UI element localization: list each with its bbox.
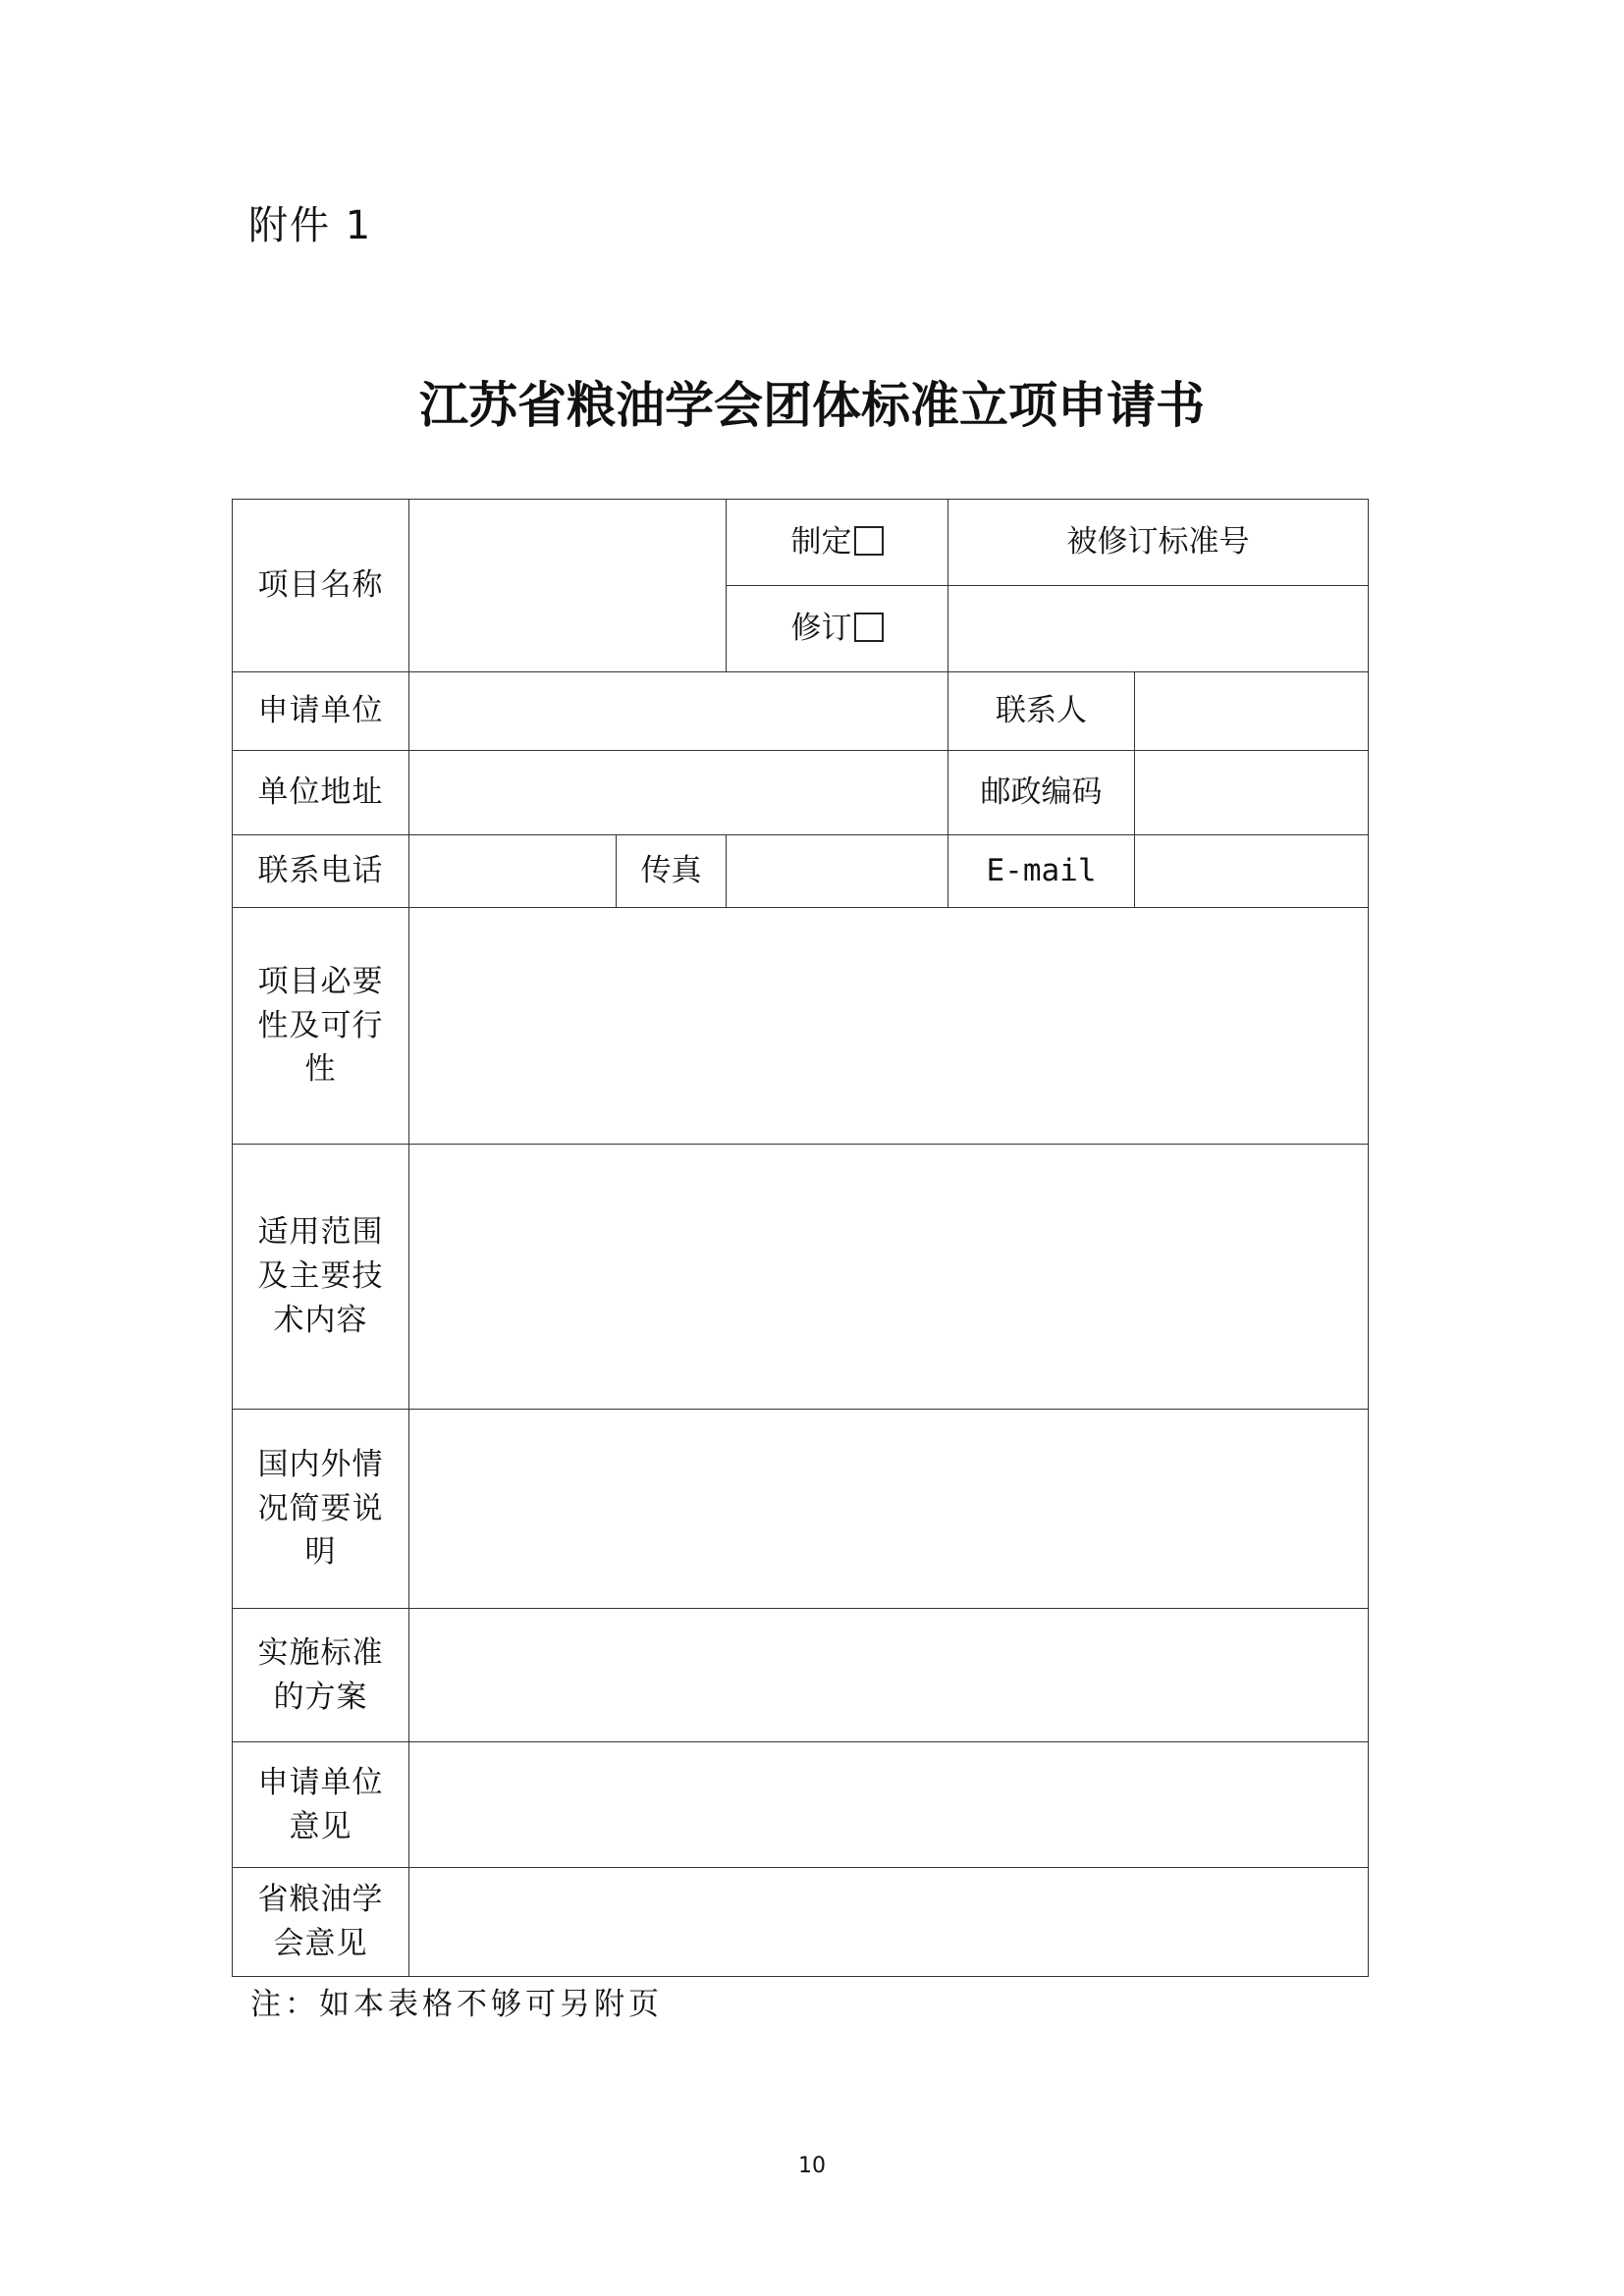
formulate-option <box>727 500 948 586</box>
domestic-foreign-situation-field[interactable] <box>409 1410 1369 1609</box>
application-form-table <box>232 499 1369 1977</box>
society-opinion-field[interactable] <box>409 1868 1369 1977</box>
table-row <box>233 1145 1369 1410</box>
scope-technical-content-field[interactable] <box>409 1145 1369 1410</box>
table-row <box>233 672 1369 751</box>
unit-address-label: 单位地址 <box>233 751 409 835</box>
unit-address-field[interactable] <box>409 751 948 835</box>
implementation-plan-field[interactable] <box>409 1609 1369 1742</box>
revised-standard-number-field[interactable] <box>948 586 1369 672</box>
table-row <box>233 1410 1369 1609</box>
project-name-label: 项目名称 <box>233 500 409 672</box>
domestic-foreign-situation-label: 国内外情况简要说明 <box>233 1410 409 1609</box>
formulate-label: 制定 <box>790 524 852 561</box>
scope-technical-content-label: 适用范围及主要技术内容 <box>233 1145 409 1410</box>
applicant-opinion-field[interactable] <box>409 1742 1369 1868</box>
applicant-unit-field[interactable] <box>409 672 948 751</box>
project-name-field[interactable] <box>409 500 727 672</box>
table-row <box>233 1868 1369 1977</box>
table-row <box>233 1742 1369 1868</box>
fax-label: 传真 <box>617 835 727 908</box>
revised-standard-number-label: 被修订标准号 <box>948 500 1369 586</box>
table-row <box>233 500 1369 586</box>
email-label: E-mail <box>948 835 1135 908</box>
phone-field[interactable] <box>409 835 617 908</box>
revise-option <box>727 586 948 672</box>
applicant-unit-label: 申请单位 <box>233 672 409 751</box>
phone-label: 联系电话 <box>233 835 409 908</box>
table-row <box>233 1609 1369 1742</box>
table-row <box>233 835 1369 908</box>
table-row <box>233 751 1369 835</box>
implementation-plan-label: 实施标准的方案 <box>233 1609 409 1742</box>
footnote: 注：如本表格不够可另附页 <box>250 1987 663 2022</box>
document-title: 江苏省粮油学会团体标准立项申请书 <box>419 376 1205 434</box>
table-row <box>233 908 1369 1145</box>
necessity-feasibility-label: 项目必要性及可行性 <box>233 908 409 1145</box>
society-opinion-label: 省粮油学会意见 <box>233 1868 409 1977</box>
postal-code-field[interactable] <box>1135 751 1369 835</box>
revise-checkbox[interactable] <box>854 613 884 642</box>
page-number: 10 <box>798 2154 826 2178</box>
contact-person-label: 联系人 <box>948 672 1135 751</box>
formulate-checkbox[interactable] <box>854 526 884 556</box>
contact-person-field[interactable] <box>1135 672 1369 751</box>
necessity-feasibility-field[interactable] <box>409 908 1369 1145</box>
revise-label: 修订 <box>790 611 852 647</box>
email-field[interactable] <box>1135 835 1369 908</box>
postal-code-label: 邮政编码 <box>948 751 1135 835</box>
applicant-opinion-label: 申请单位意见 <box>233 1742 409 1868</box>
attachment-label: 附件 1 <box>248 203 373 248</box>
fax-field[interactable] <box>727 835 948 908</box>
